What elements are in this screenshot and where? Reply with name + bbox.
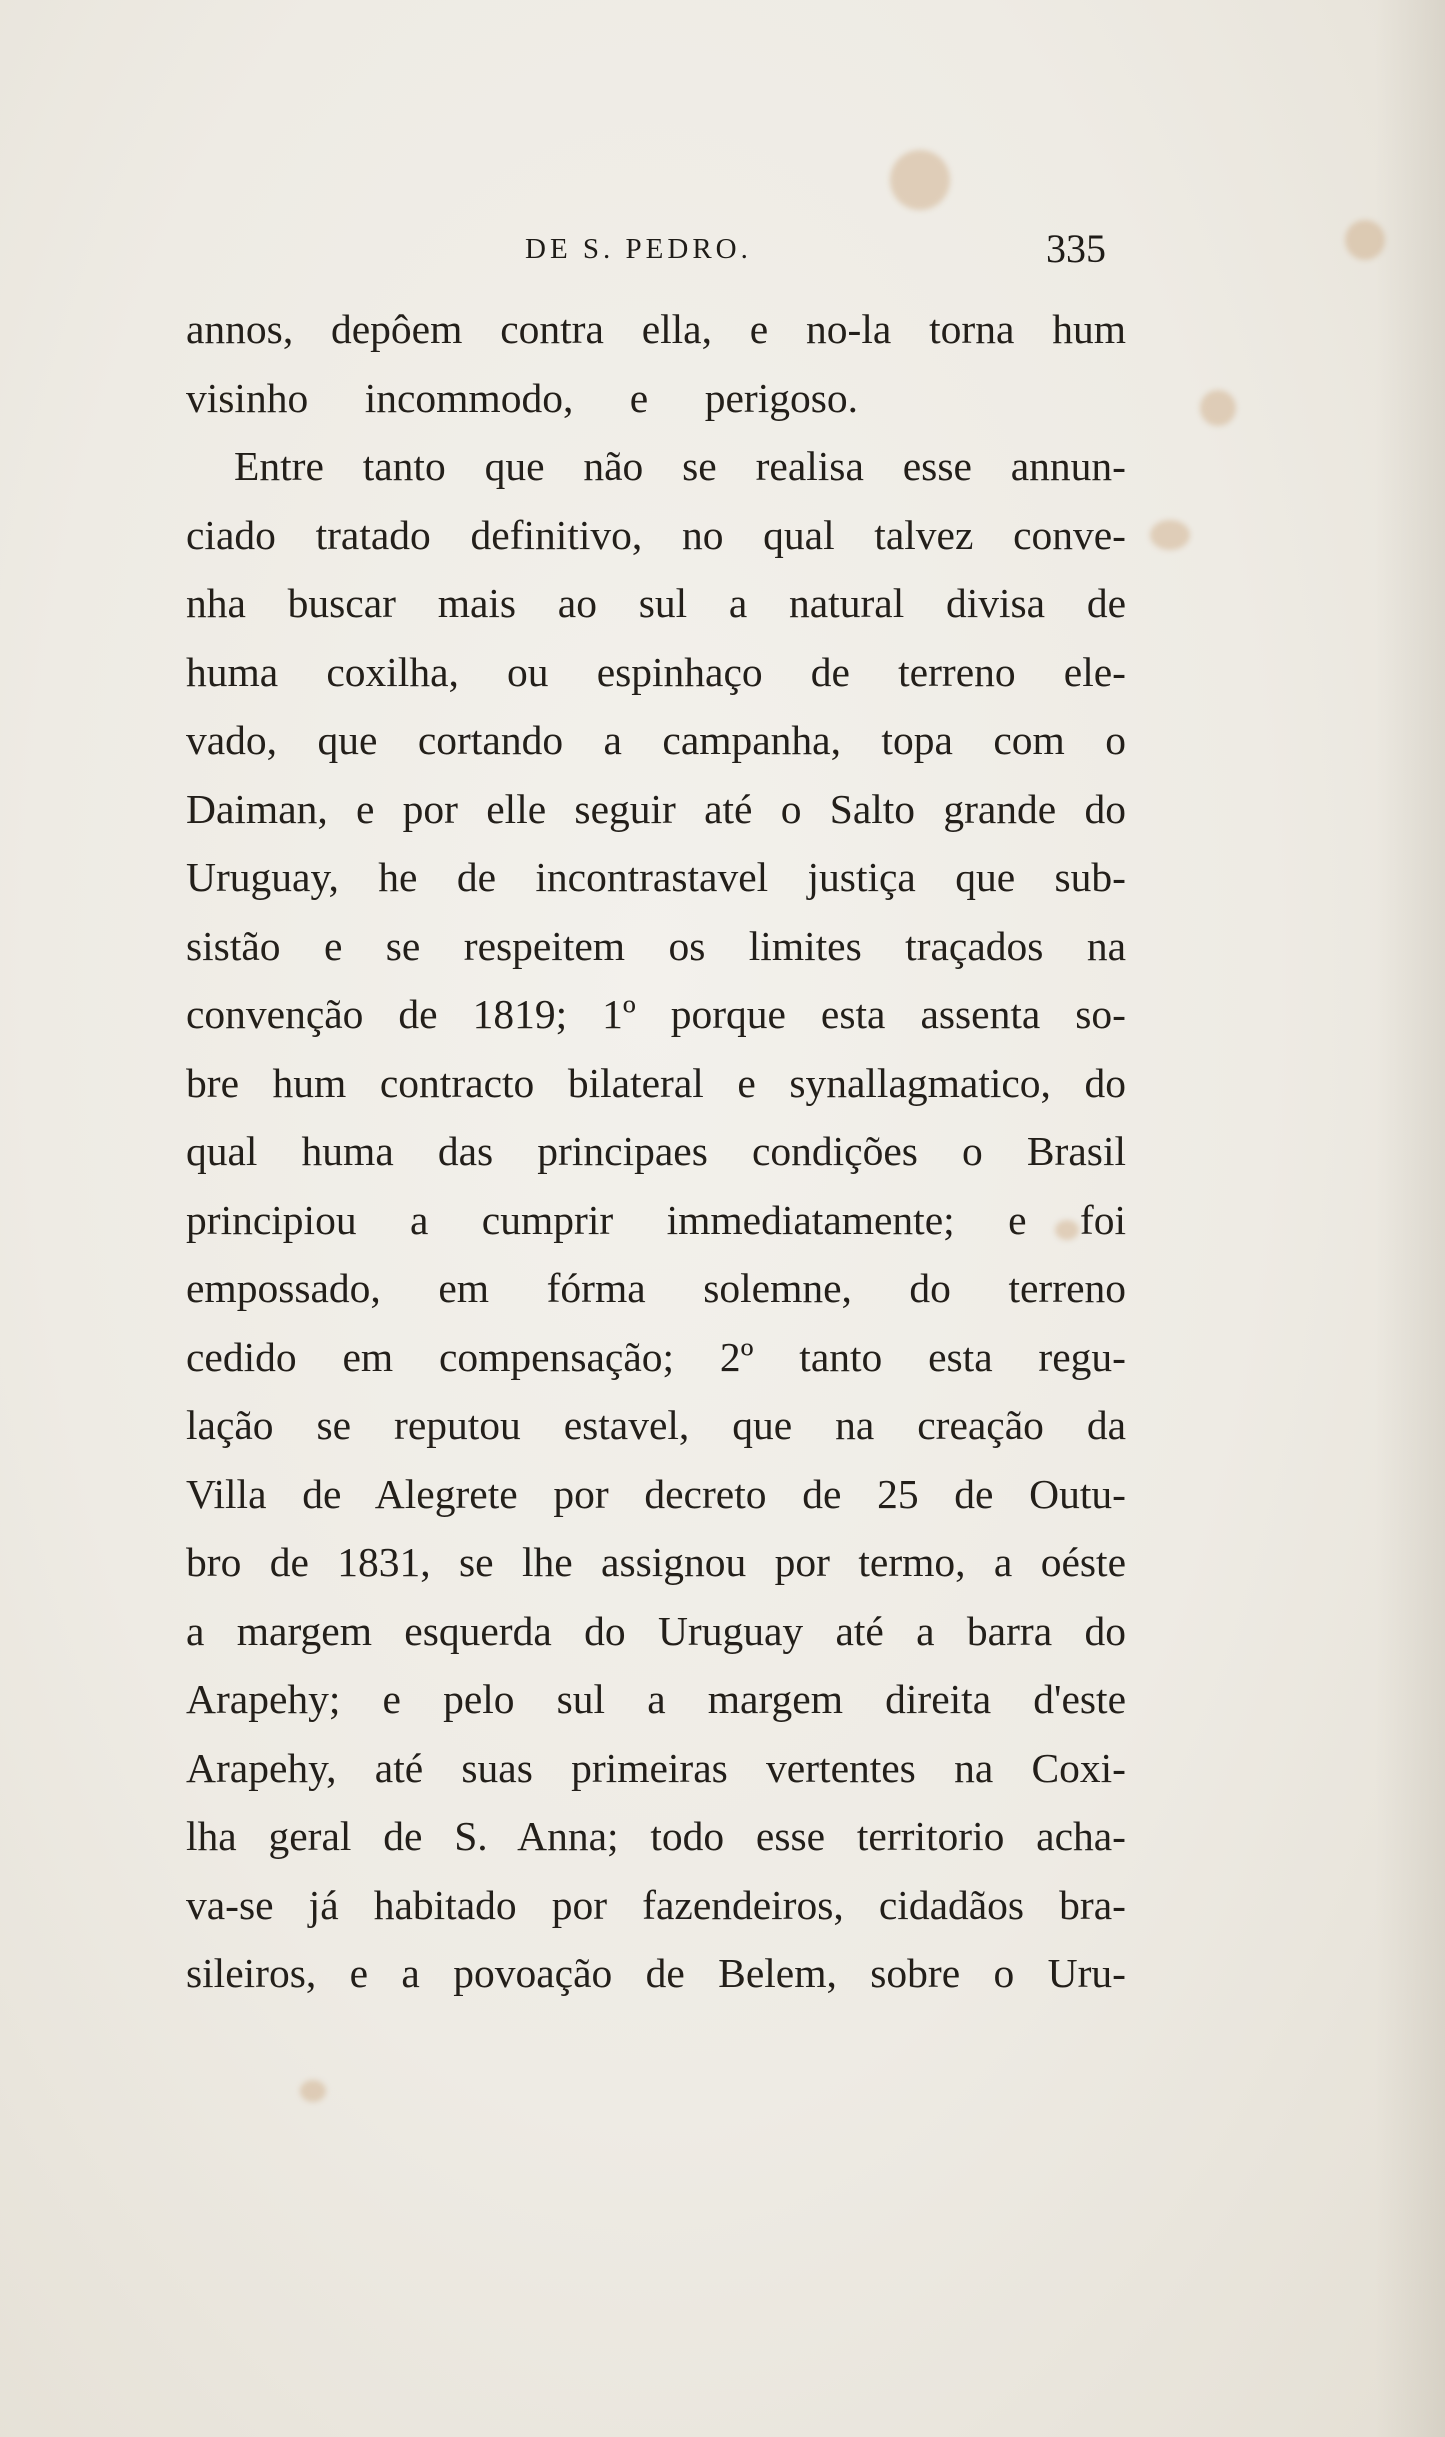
text-line: empossado, em fórma solemne, do terreno: [186, 1265, 1126, 1311]
text-line: Arapehy, até suas primeiras vertentes na Coxi-: [186, 1744, 1126, 1791]
text-line: principiou a cumprir immediatamente; e foi: [186, 1196, 1126, 1243]
text-line: Uruguay, he de incontrastavel justiça que sub-: [186, 854, 1126, 900]
text-line: sileiros, e a povoação de Belem, sobre o Uru-: [186, 1950, 1126, 1996]
body-text: [186, 295, 1126, 2008]
page-number: 335: [1046, 226, 1106, 271]
text-line: annos, depôem contra ella, e no-la torna hum: [186, 306, 1126, 352]
text-line: bre hum contracto bilateral e synallagmatico, do: [186, 1059, 1126, 1106]
text-line: va-se já habitado por fazendeiros, cidadãos bra-: [186, 1881, 1126, 1928]
text-line: cedido em compensação; 2º tanto esta regu-: [186, 1333, 1126, 1380]
foxing-stain: [1200, 390, 1236, 426]
text-line: vado, que cortando a campanha, topa com o: [186, 717, 1126, 763]
text-line: visinho incommodo, e perigoso.: [186, 374, 858, 421]
text-line: nha buscar mais ao sul a natural divisa de: [186, 580, 1126, 626]
text-line: lha geral de S. Anna; todo esse territorio acha-: [186, 1813, 1126, 1859]
foxing-stain: [300, 2080, 326, 2102]
text-line: convenção de 1819; 1º porque esta assenta so-: [186, 991, 1126, 1037]
text-line: Entre tanto que não se realisa esse annun-: [234, 443, 1126, 489]
text-line: huma coxilha, ou espinhaço de terreno ele-: [186, 648, 1126, 695]
text-line: lação se reputou estavel, que na creação da: [186, 1402, 1126, 1448]
foxing-stain: [890, 150, 950, 210]
running-head: DE S. PEDRO.: [525, 233, 752, 265]
text-line: qual huma das principaes condições o Brasil: [186, 1128, 1126, 1174]
text-line: Daiman, e por elle seguir até o Salto grande do: [186, 785, 1126, 832]
text-line: Arapehy; e pelo sul a margem direita d'este: [186, 1676, 1126, 1722]
text-line: Villa de Alegrete por decreto de 25 de Outu-: [186, 1470, 1126, 1517]
text-line: sistão e se respeitem os limites traçados na: [186, 922, 1126, 969]
foxing-stain: [1150, 520, 1190, 550]
page-header: [0, 225, 1445, 285]
text-line: bro de 1831, se lhe assignou por termo, a oéste: [186, 1539, 1126, 1585]
page-fold-shadow: [1375, 0, 1445, 2437]
text-line: ciado tratado definitivo, no qual talvez conve-: [186, 511, 1126, 558]
text-line: a margem esquerda do Uruguay até a barra do: [186, 1607, 1126, 1654]
